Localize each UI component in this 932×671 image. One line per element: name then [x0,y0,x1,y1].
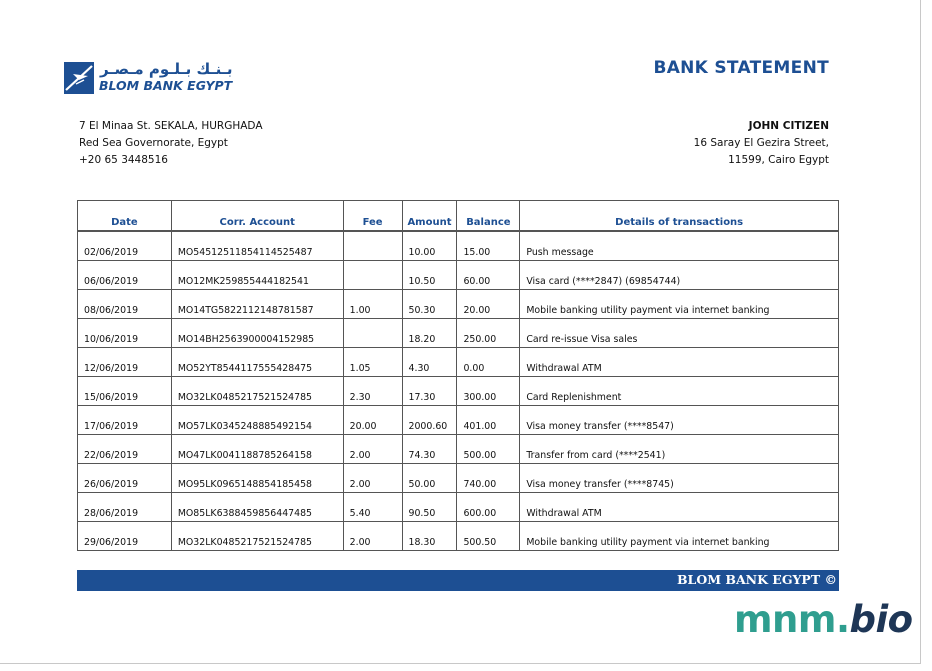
cell-fee [343,319,402,348]
table-row [78,261,839,290]
header-details: Details of transactions [520,201,839,232]
cell-amount: 10.00 [402,231,457,261]
cell-balance: 300.00 [457,377,520,406]
cell-date: 26/06/2019 [78,464,172,493]
bank-logo-icon [64,62,94,94]
bank-name-latin: BLOM BANK EGYPT [99,78,233,93]
cell-amount: 50.00 [402,464,457,493]
customer-name: JOHN CITIZEN [748,120,829,132]
table-row [78,377,839,406]
cell-date: 22/06/2019 [78,435,172,464]
cell-date: 10/06/2019 [78,319,172,348]
cell-corr-account: MO14BH2563900004152985 [171,319,343,348]
bank-logo [64,62,244,96]
cell-details: Visa money transfer (****8745) [520,464,839,493]
header-balance: Balance [457,201,520,232]
header-corr-account: Corr. Account [171,201,343,232]
cell-corr-account: MO12MK259855444182541 [171,261,343,290]
cell-corr-account: MO95LK0965148854185458 [171,464,343,493]
cell-details: Visa money transfer (****8547) [520,406,839,435]
cell-corr-account: MO85LK6388459856447485 [171,493,343,522]
cell-corr-account: MO54512511854114525487 [171,231,343,261]
customer-address-line: 11599, Cairo Egypt [728,154,829,166]
cell-details: Mobile banking utility payment via internet banking [520,522,839,551]
table-row [78,493,839,522]
cell-details: Push message [520,231,839,261]
bank-phone: +20 65 3448516 [79,154,168,166]
cell-balance: 250.00 [457,319,520,348]
cell-details: Withdrawal ATM [520,493,839,522]
footer-bar [77,570,839,591]
cell-fee: 20.00 [343,406,402,435]
cell-date: 17/06/2019 [78,406,172,435]
table-row [78,435,839,464]
cell-balance: 0.00 [457,348,520,377]
transactions-table [77,200,839,551]
cell-corr-account: MO14TG5822112148781587 [171,290,343,319]
table-row [78,290,839,319]
cell-amount: 4.30 [402,348,457,377]
cell-date: 06/06/2019 [78,261,172,290]
cell-balance: 15.00 [457,231,520,261]
cell-fee: 5.40 [343,493,402,522]
cell-fee: 1.05 [343,348,402,377]
table-header-row [78,201,839,232]
cell-fee [343,261,402,290]
footer-bank-name: BLOM BANK EGYPT © [676,572,837,587]
cell-fee: 2.00 [343,522,402,551]
cell-date: 08/06/2019 [78,290,172,319]
cell-amount: 2000.60 [402,406,457,435]
customer-address-line: 16 Saray El Gezira Street, [693,137,829,149]
table-row [78,406,839,435]
cell-fee: 2.00 [343,435,402,464]
cell-amount: 10.50 [402,261,457,290]
cell-fee: 1.00 [343,290,402,319]
cell-fee [343,231,402,261]
table-row [78,464,839,493]
bank-address [79,118,263,169]
cell-fee: 2.30 [343,377,402,406]
table-row [78,319,839,348]
header-amount: Amount [402,201,457,232]
cell-corr-account: MO32LK0485217521524785 [171,377,343,406]
cell-details: Visa card (****2847) (69854744) [520,261,839,290]
bank-address-line: 7 El Minaa St. SEKALA, HURGHADA [79,120,263,132]
cell-amount: 50.30 [402,290,457,319]
bank-address-line: Red Sea Governorate, Egypt [79,137,228,149]
cell-date: 15/06/2019 [78,377,172,406]
cell-details: Transfer from card (****2541) [520,435,839,464]
cell-balance: 60.00 [457,261,520,290]
cell-amount: 18.20 [402,319,457,348]
cell-details: Mobile banking utility payment via internet banking [520,290,839,319]
watermark-part: bio [849,598,913,641]
watermark-part: mnm. [734,598,850,641]
bank-name-arabic: بـنـك بـلـوم مـصـر [100,60,233,78]
cell-date: 28/06/2019 [78,493,172,522]
cell-corr-account: MO57LK0345248885492154 [171,406,343,435]
cell-balance: 401.00 [457,406,520,435]
cell-date: 02/06/2019 [78,231,172,261]
cell-corr-account: MO32LK0485217521524785 [171,522,343,551]
cell-fee: 2.00 [343,464,402,493]
customer-address [694,118,829,169]
cell-amount: 18.30 [402,522,457,551]
header-date: Date [78,201,172,232]
cell-corr-account: MO47LK0041188785264158 [171,435,343,464]
table-row [78,348,839,377]
cell-details: Card re-issue Visa sales [520,319,839,348]
cell-corr-account: MO52YT8544117555428475 [171,348,343,377]
watermark-logo [734,598,913,641]
cell-amount: 90.50 [402,493,457,522]
cell-balance: 600.00 [457,493,520,522]
header-fee: Fee [343,201,402,232]
cell-balance: 20.00 [457,290,520,319]
cell-date: 12/06/2019 [78,348,172,377]
document-title: BANK STATEMENT [653,58,829,78]
table-row [78,231,839,261]
cell-amount: 74.30 [402,435,457,464]
cell-balance: 500.00 [457,435,520,464]
table-row [78,522,839,551]
cell-date: 29/06/2019 [78,522,172,551]
cell-details: Card Replenishment [520,377,839,406]
cell-balance: 500.50 [457,522,520,551]
cell-amount: 17.30 [402,377,457,406]
cell-details: Withdrawal ATM [520,348,839,377]
cell-balance: 740.00 [457,464,520,493]
